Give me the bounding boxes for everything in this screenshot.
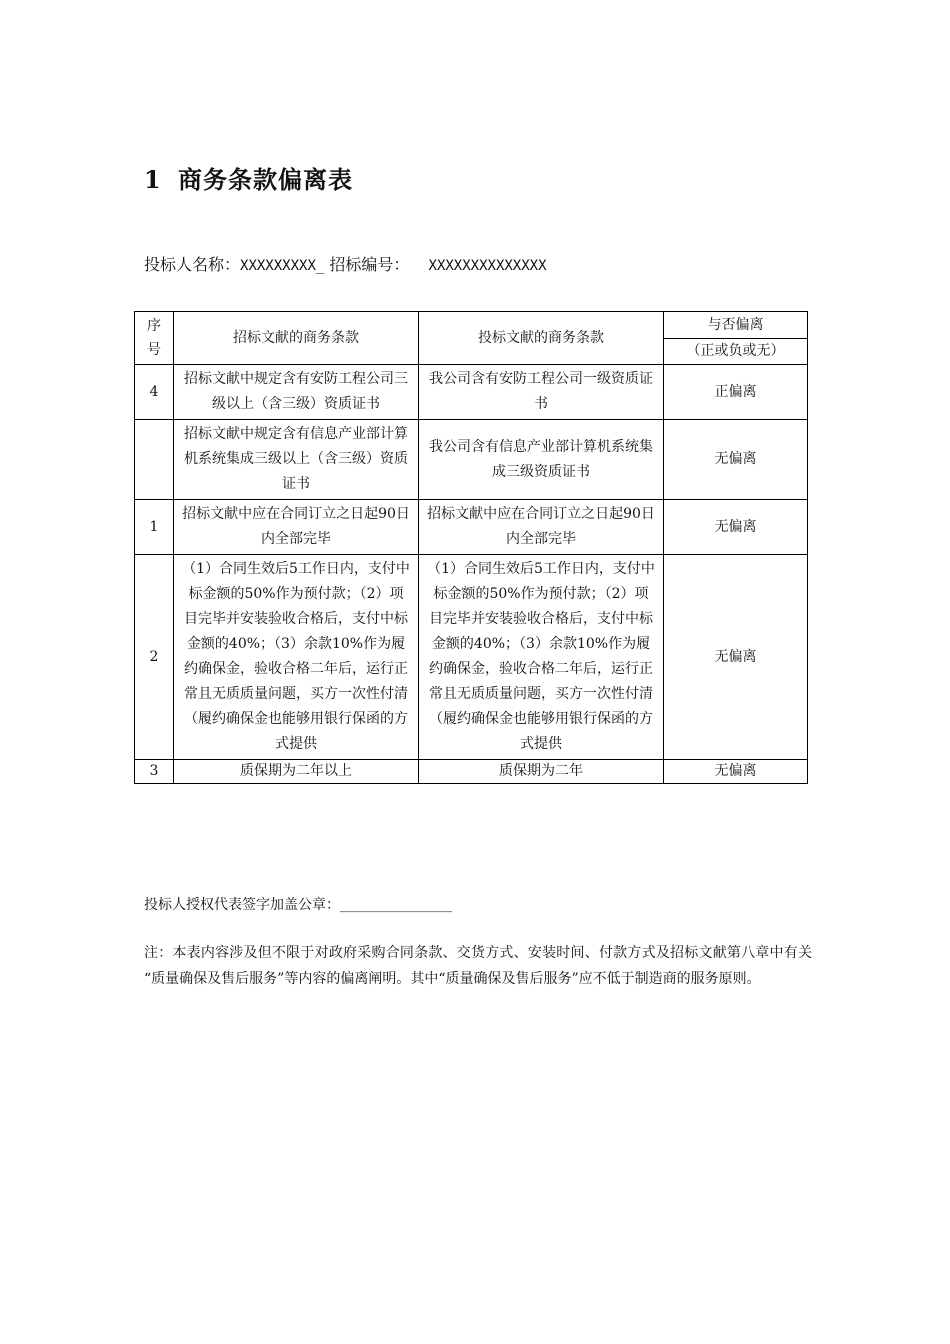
tender-code-value: XXXXXXXXXXXXXX <box>428 258 547 274</box>
signature-line <box>144 894 452 914</box>
table-row <box>135 760 808 784</box>
footnote: 注：本表内容涉及但不限于对政府采购合同条款、交货方式、安装时间、付款方式及招标文献第八章中有关 “质量确保及售后服务”等内容的偏离阐明。其中“质量确保及售后服务”应不低于制造商的服务原则。 <box>144 945 812 987</box>
bidder-name-value: XXXXXXXXX <box>240 258 316 274</box>
header-deviation: 与否偏离 <box>664 312 808 339</box>
cell-seq: 2 <box>135 555 174 760</box>
cell-bid-term: 招标文献中应在合同订立之日起90日内全部完毕 <box>419 500 664 555</box>
cell-tender-term: （1）合同生效后5工作日内，支付中标金额的50%作为预付款；（2）项目完毕并安装验收合格后，支付中标金额的40%；（3）余款10%作为履约确保金，验收合格二年后，运行正常且无质质量问题，买方一次性付清（履约确保金也能够用银行保函的方式提供 <box>174 555 419 760</box>
cell-seq <box>135 420 174 500</box>
table-row <box>135 365 808 420</box>
cell-deviation: 无偏离 <box>664 760 808 784</box>
cell-bid-term: （1）合同生效后5工作日内，支付中标金额的50%作为预付款；（2）项目完毕并安装验收合格后，支付中标金额的40%；（3）余款10%作为履约确保金，验收合格二年后，运行正常且无质质量问题，买方一次性付清（履约确保金也能够用银行保函的方式提供 <box>419 555 664 760</box>
header-tender-terms: 招标文献的商务条款 <box>174 312 419 365</box>
table-row <box>135 500 808 555</box>
cell-deviation: 无偏离 <box>664 420 808 500</box>
cell-bid-term: 我公司含有信息产业部计算机系统集成三级资质证书 <box>419 420 664 500</box>
bidder-info <box>144 252 547 275</box>
table-row <box>135 555 808 760</box>
section-title: 商务条款偏离表 <box>178 165 353 194</box>
cell-tender-term: 招标文献中应在合同订立之日起90日内全部完毕 <box>174 500 419 555</box>
cell-seq: 1 <box>135 500 174 555</box>
cell-deviation: 正偏离 <box>664 365 808 420</box>
table-row <box>135 420 808 500</box>
table-header-row <box>135 312 808 339</box>
bidder-separator: _ <box>315 258 325 274</box>
cell-bid-term: 质保期为二年 <box>419 760 664 784</box>
tender-code-label: 招标编号： <box>329 255 410 274</box>
section-number: 1 <box>144 165 162 194</box>
signature-label: 投标人授权代表签字加盖公章： <box>144 897 340 913</box>
cell-deviation: 无偏离 <box>664 555 808 760</box>
page-title <box>144 160 353 195</box>
cell-deviation: 无偏离 <box>664 500 808 555</box>
header-deviation-sub: （正或负或无） <box>664 338 808 365</box>
cell-tender-term: 招标文献中规定含有安防工程公司三级以上（含三级）资质证书 <box>174 365 419 420</box>
cell-bid-term: 我公司含有安防工程公司一级资质证书 <box>419 365 664 420</box>
cell-tender-term: 质保期为二年以上 <box>174 760 419 784</box>
header-seq: 序号 <box>135 312 174 365</box>
deviation-table <box>134 311 808 784</box>
cell-tender-term: 招标文献中规定含有信息产业部计算机系统集成三级以上（含三级）资质证书 <box>174 420 419 500</box>
cell-seq: 4 <box>135 365 174 420</box>
cell-seq: 3 <box>135 760 174 784</box>
header-bid-terms: 投标文献的商务条款 <box>419 312 664 365</box>
signature-blank: ________________ <box>340 897 452 913</box>
bidder-name-label: 投标人名称： <box>144 255 241 274</box>
